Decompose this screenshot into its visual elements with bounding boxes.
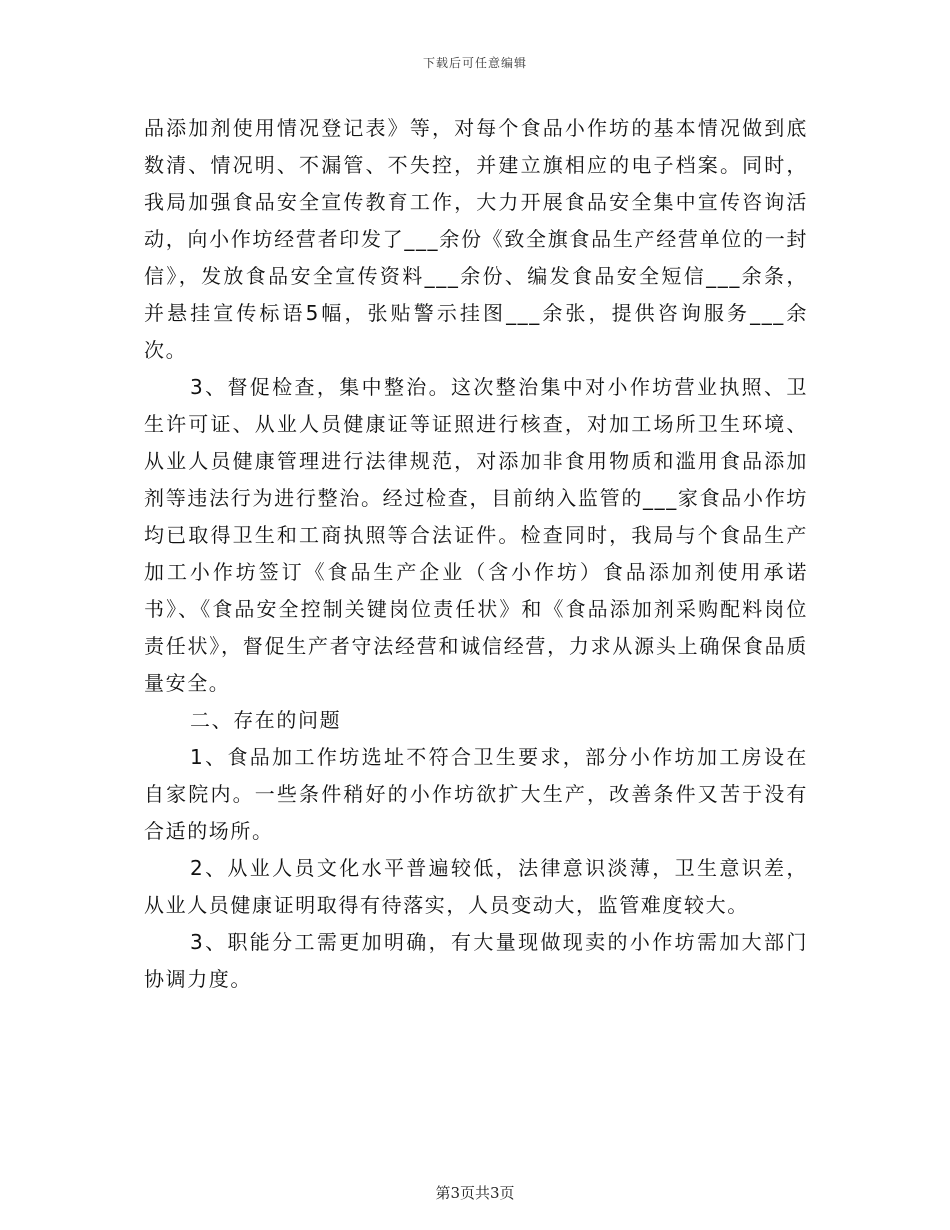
paragraph-inspection: 3、督促检查，集中整治。这次整治集中对小作坊营业执照、卫生许可证、从业人员健康证等证照进行核查，对加工场所卫生环境、从业人员健康管理进行法律规范，对添加非食用物质和滥用食品添加剂等违法行为进行整治。经过检查，目前纳入监管的___家食品小作坊均已取得卫生和工商执照等合法证件。检查同时，我局与个食品生产加工小作坊签订《食品生产企业（含小作坊）食品添加剂使用承诺书》、《食品安全控制关键岗位责任状》和《食品添加剂采购配料岗位责任状》，督促生产者守法经营和诚信经营，力求从源头上确保食品质量安全。 xyxy=(144,375,808,695)
header-note: 下载后可任意编辑 xyxy=(422,56,527,70)
document-body xyxy=(144,110,808,998)
paragraph-problem-3: 3、职能分工需更加明确，有大量现做现卖的小作坊需加大部门协调力度。 xyxy=(144,930,808,991)
paragraph-problem-2: 2、从业人员文化水平普遍较低，法律意识淡薄，卫生意识差，从业人员健康证明取得有待落实，人员变动大，监管难度较大。 xyxy=(144,856,808,917)
paragraph-continuation: 品添加剂使用情况登记表》等，对每个食品小作坊的基本情况做到底数清、情况明、不漏管、不失控，并建立旗相应的电子档案。同时，我局加强食品安全宣传教育工作，大力开展食品安全集中宣传咨询活动，向小作坊经营者印发了___余份《致全旗食品生产经营单位的一封信》，发放食品安全宣传资料___余份、编发食品安全短信___余条，并悬挂宣传标语5幅，张贴警示挂图___余张，提供咨询服务___余次。 xyxy=(144,116,808,362)
page-number: 第3页共3页 xyxy=(435,1184,515,1202)
paragraph-problem-1: 1、食品加工作坊选址不符合卫生要求，部分小作坊加工房设在自家院内。一些条件稍好的小作坊欲扩大生产，改善条件又苦于没有合适的场所。 xyxy=(144,745,808,843)
section-heading-problems: 二、存在的问题 xyxy=(190,708,342,732)
